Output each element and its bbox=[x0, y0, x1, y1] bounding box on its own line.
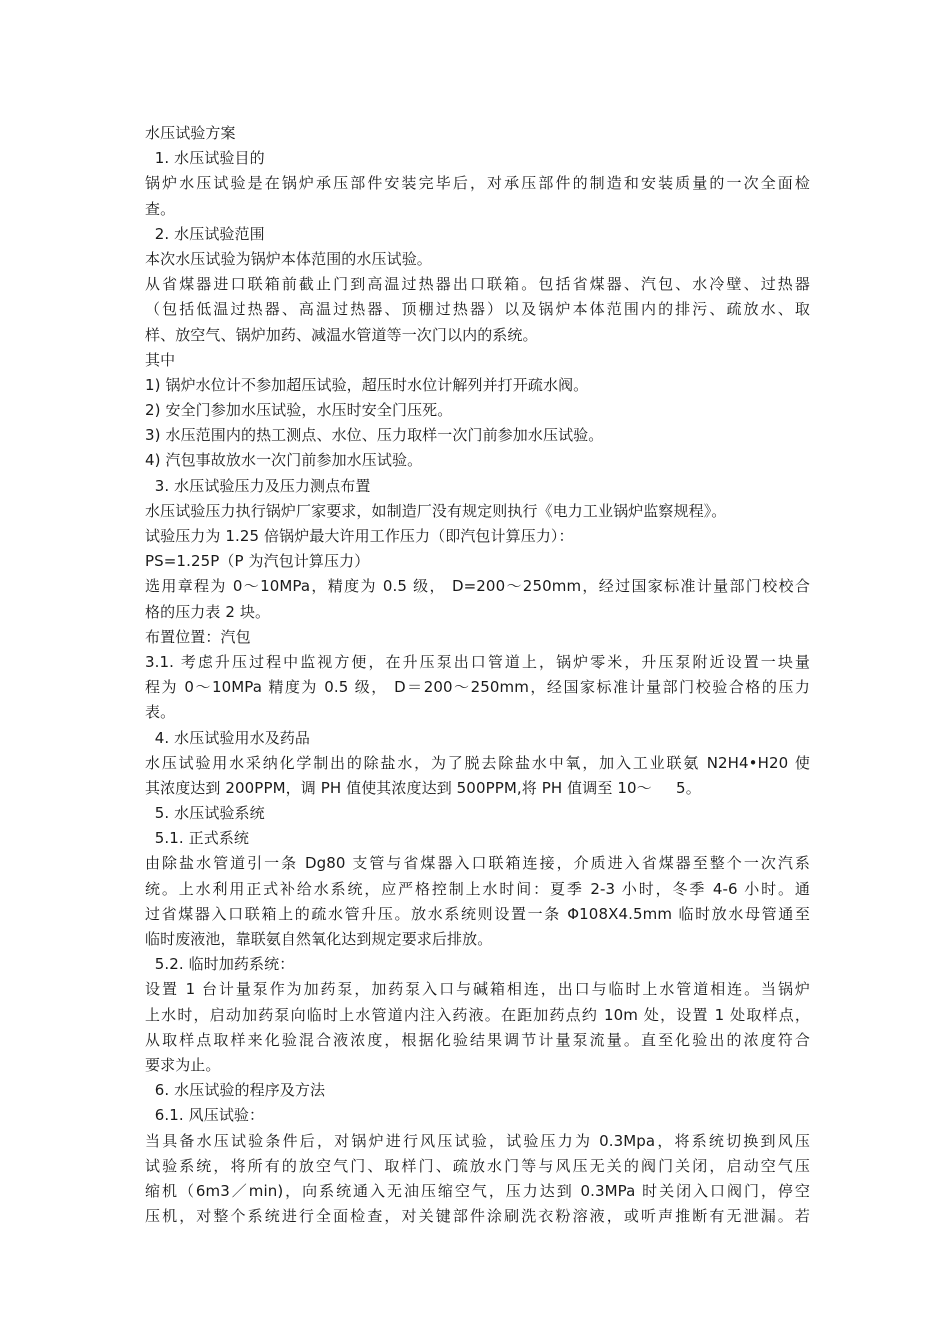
document-title: 水压试验方案 bbox=[145, 124, 236, 142]
text-line: 布置位置：汽包 bbox=[145, 627, 251, 646]
text-line: PS=1.25P（P 为汽包计算压力） bbox=[145, 552, 370, 571]
list-item: 2) 安全门参加水压试验，水压时安全门压死。 bbox=[145, 401, 453, 420]
text-line: 查。 bbox=[145, 199, 176, 218]
text-line: 从省煤器进口联箱前截止门到高温过热器出口联箱。包括省煤器、汽包、水冷壁、过热器 bbox=[145, 275, 810, 294]
text-line: 格的压力表 2 块。 bbox=[145, 602, 271, 621]
text-line: 水压试验压力执行锅炉厂家要求，如制造厂没有规定则执行《电力工业锅炉监察规程》。 bbox=[145, 501, 727, 520]
text-line: 水压试验用水采纳化学制出的除盐水，为了脱去除盐水中氧，加入工业联氨 N2H4•H20 使 bbox=[145, 753, 810, 772]
document-page bbox=[145, 121, 810, 1229]
section-heading-5: 5. 水压试验系统 bbox=[145, 804, 265, 823]
text-line: 设置 1 台计量泵作为加药泵，加药泵入口与碱箱相连，出口与临时上水管道相连。当锅炉 bbox=[145, 980, 810, 999]
text-line: 程为 0～10MPa 精度为 0.5 级， D＝200～250mm，经国家标准计量部门校验合格的压力 bbox=[145, 678, 810, 697]
section-heading-3: 3. 水压试验压力及压力测点布置 bbox=[145, 476, 371, 495]
text-line: 试验系统，将所有的放空气门、取样门、疏放水门等与风压无关的阀门关闭，启动空气压 bbox=[145, 1156, 810, 1175]
text-line: 选用章程为 0～10MPa，精度为 0.5 级， D=200～250mm，经过国家标准计量部门校校合 bbox=[145, 577, 810, 596]
text-line: 临时废液池，靠联氨自然氧化达到规定要求后排放。 bbox=[145, 930, 493, 948]
subsection-3-1: 3.1. 考虑升压过程中监视方便，在升压泵出口管道上，锅炉零米，升压泵附近设置一块量 bbox=[145, 652, 810, 671]
text-line: 过省煤器入口联箱上的疏水管升压。放水系统则设置一条 Φ108X4.5mm 临时放水母管通至 bbox=[145, 904, 810, 923]
section-heading-2: 2. 水压试验范围 bbox=[145, 224, 265, 243]
text-line: 表。 bbox=[145, 703, 176, 722]
text-line: 由除盐水管道引一条 Dg80 支管与省煤器入口联箱连接，介质进入省煤器至整个一次汽系 bbox=[145, 854, 810, 873]
subsection-5-1: 5.1. 正式系统 bbox=[145, 829, 250, 848]
list-item: 3) 水压范围内的热工测点、水位、压力取样一次门前参加水压试验。 bbox=[145, 426, 604, 445]
text-line: （包括低温过热器、高温过热器、顶棚过热器）以及锅炉本体范围内的排污、疏放水、取 bbox=[145, 300, 810, 319]
section-heading-4: 4. 水压试验用水及药品 bbox=[145, 728, 311, 747]
subsection-5-2: 5.2. 临时加药系统： bbox=[145, 955, 295, 974]
text-line: 上水时，启动加药泵向临时上水管道内注入药液。在距加药点约 10m 处，设置 1 处取样点， bbox=[145, 1005, 810, 1024]
text-line: 压机，对整个系统进行全面检查，对关键部件涂刷洗衣粉溶液，或听声推断有无泄漏。若 bbox=[145, 1207, 810, 1226]
text-line: 当具备水压试验条件后，对锅炉进行风压试验，试验压力为 0.3Mpa，将系统切换到风压 bbox=[145, 1131, 810, 1150]
section-heading-6: 6. 水压试验的程序及方法 bbox=[145, 1081, 326, 1100]
text-line: 样、放空气、锅炉加药、减温水管道等一次门以内的系统。 bbox=[145, 325, 538, 344]
text-line: 试验压力为 1.25 倍锅炉最大许用工作压力（即汽包计算压力）： bbox=[145, 527, 574, 545]
text-line: 本次水压试验为锅炉本体范围的水压试验。 bbox=[145, 249, 432, 268]
text-line: 统。上水利用正式补给水系统，应严格控制上水时间：夏季 2-3 小时，冬季 4-6 小时。通 bbox=[145, 879, 810, 898]
text-line: 其中 bbox=[145, 350, 176, 369]
text-line: 要求为止。 bbox=[145, 1055, 221, 1074]
list-item: 4) 汽包事故放水一次门前参加水压试验。 bbox=[145, 451, 423, 470]
text-line: 锅炉水压试验是在锅炉承压部件安装完毕后，对承压部件的制造和安装质量的一次全面检 bbox=[145, 174, 810, 193]
text-line: 其浓度达到 200PPM，调 PH 值使其浓度达到 500PPM,将 PH 值调至 10～ 5。 bbox=[145, 778, 701, 797]
subsection-6-1: 6.1. 风压试验： bbox=[145, 1106, 265, 1125]
text-line: 缩机（6m3／min)，向系统通入无油压缩空气，压力达到 0.3MPa 时关闭入口阀门，停空 bbox=[145, 1181, 810, 1200]
text-line: 从取样点取样来化验混合液浓度，根据化验结果调节计量泵流量。直至化验出的浓度符合 bbox=[145, 1030, 810, 1049]
section-heading-1: 1. 水压试验目的 bbox=[145, 149, 265, 168]
list-item: 1) 锅炉水位计不参加超压试验，超压时水位计解列并打开疏水阀。 bbox=[145, 375, 589, 394]
